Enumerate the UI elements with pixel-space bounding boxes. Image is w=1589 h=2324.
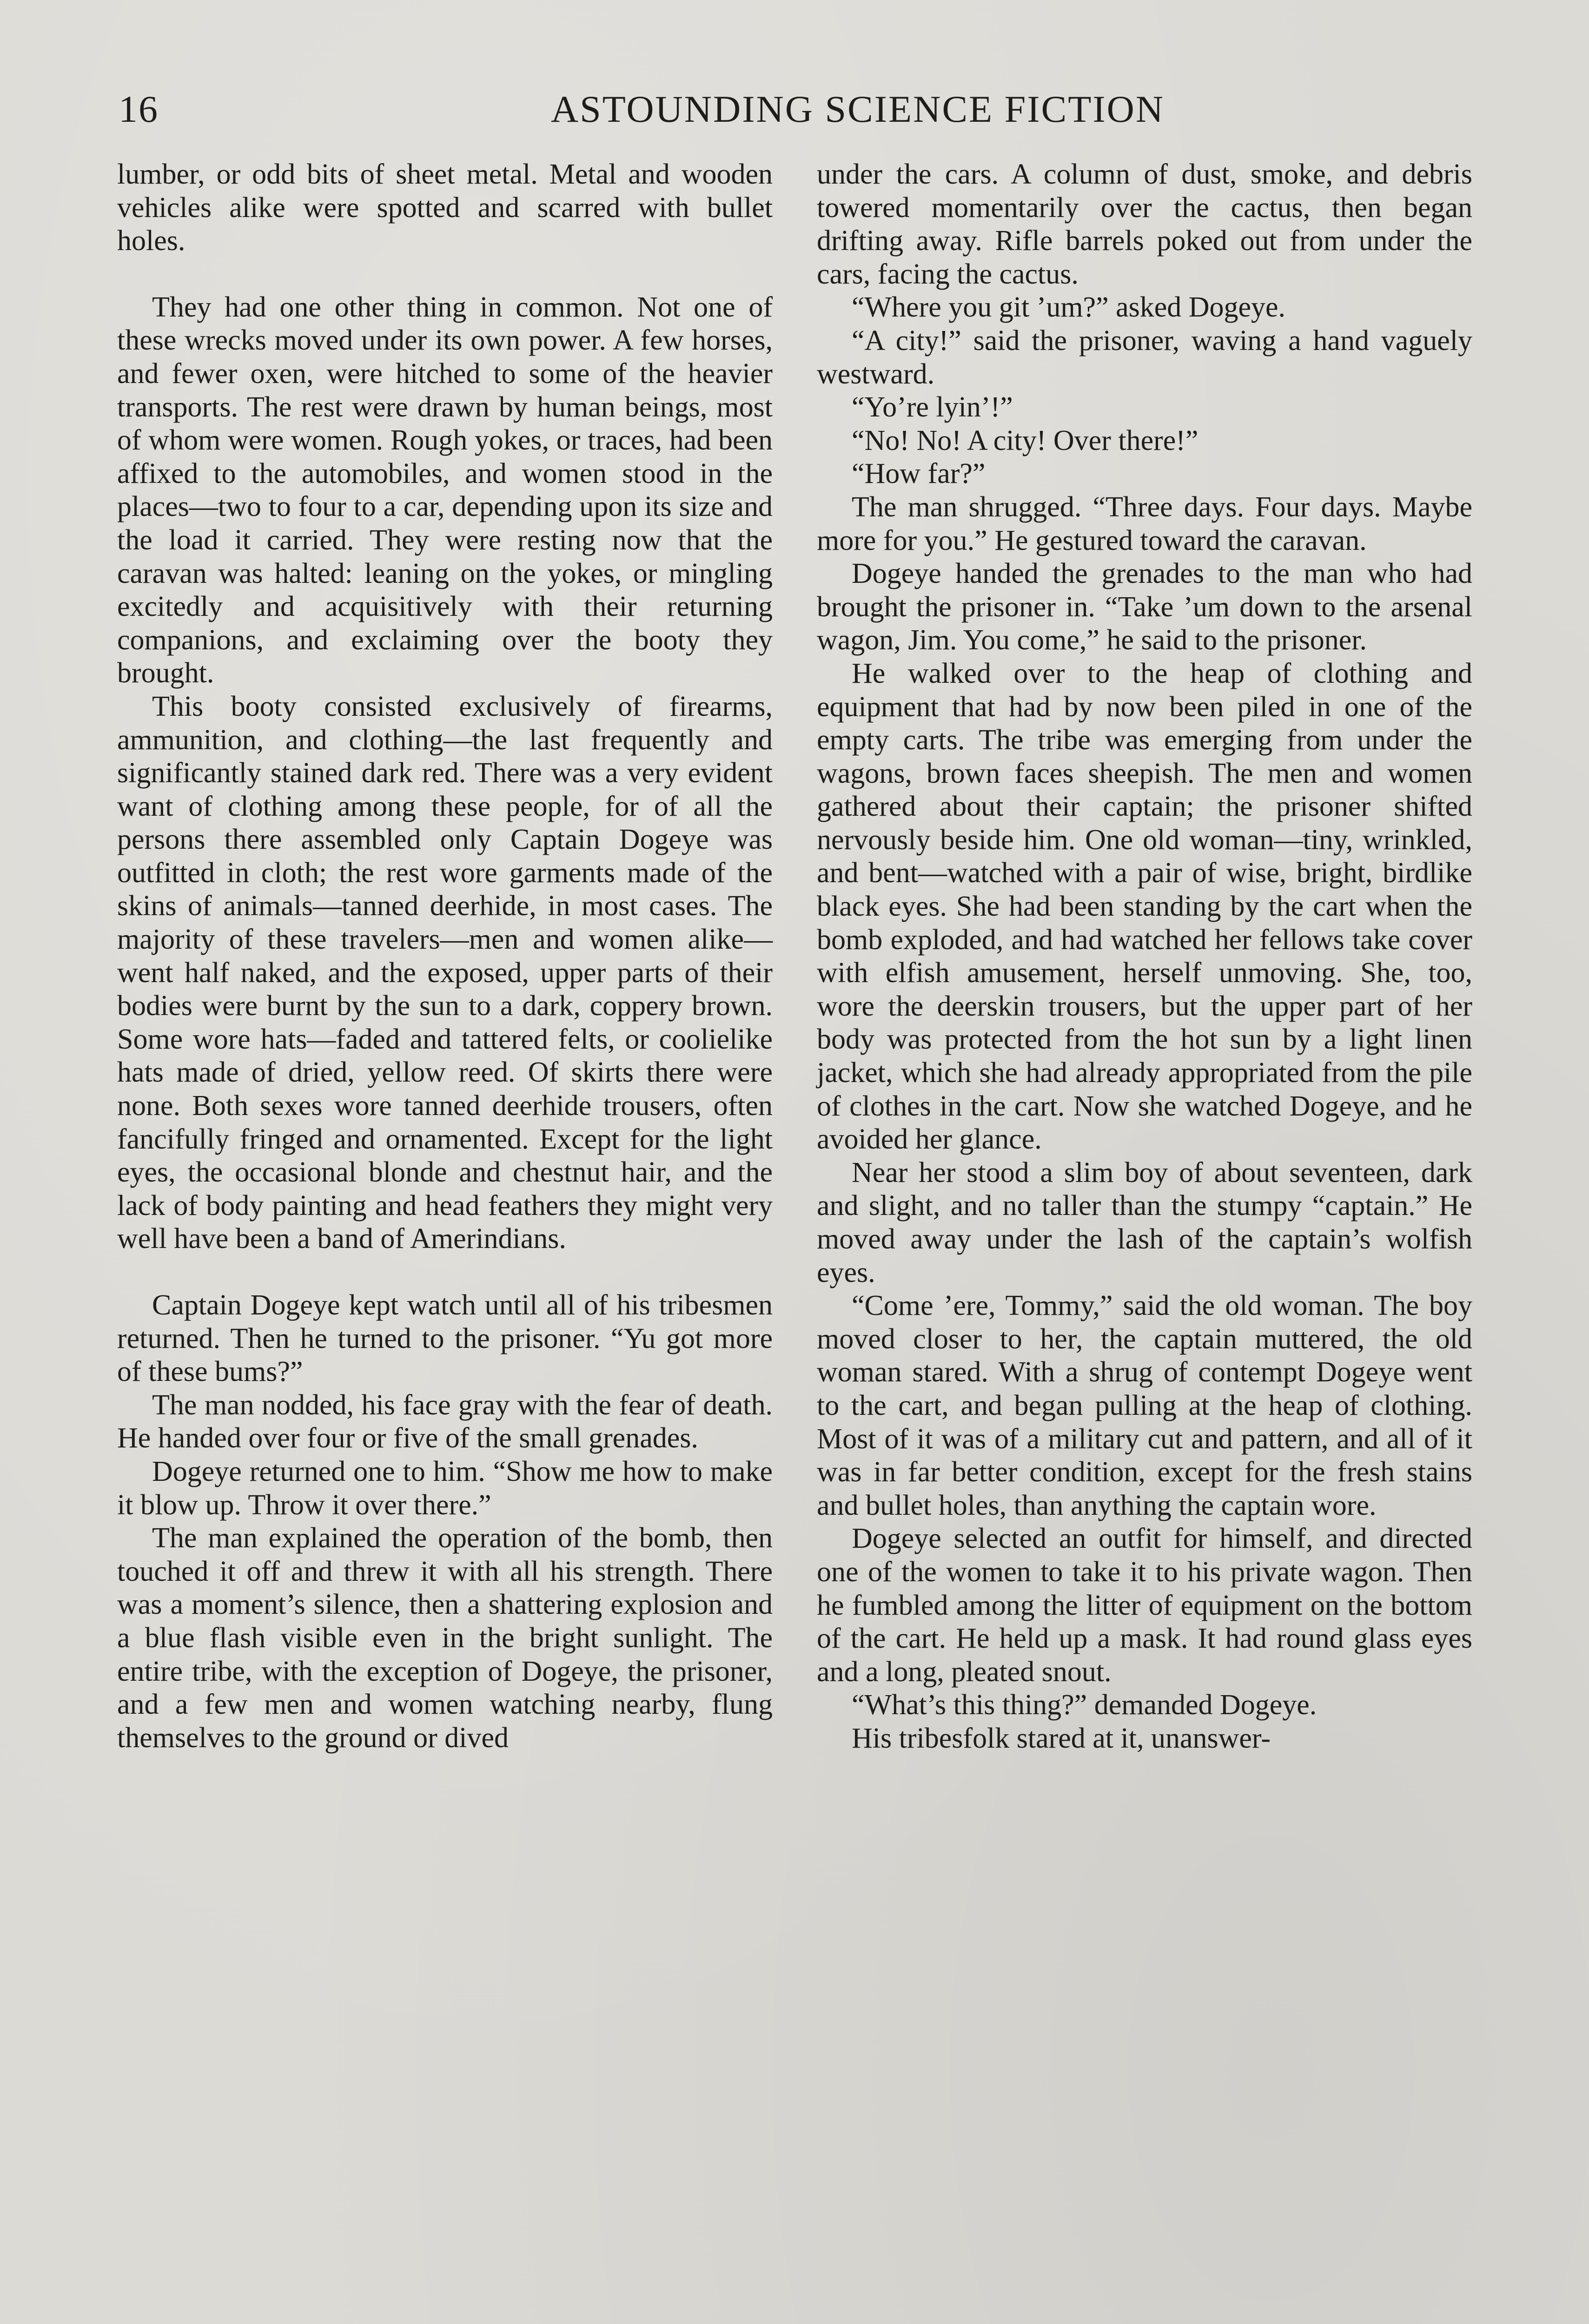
right-text-column xyxy=(817,158,1472,1756)
paragraph: “Come ’ere, Tommy,” said the old woman. The boy moved closer to her, the captain muttered, the old woman stared. With a shrug of contempt Dogeye went to the cart, and began pulling at the heap of clothing. Most of it was of a military cut and pattern, and all of it was in far better condition, except for the fresh stains and bullet holes, than anything the captain wore. xyxy=(817,1290,1472,1521)
page-number: 16 xyxy=(119,88,159,130)
paragraph: His tribesfolk stared at it, unanswer- xyxy=(852,1722,1271,1754)
paragraph: This booty consisted exclusively of firearms, ammunition, and clothing—the last frequently and significantly stained dark red. There was a very evident want of clothing among these people, for of all the persons there assembled only Captain Dogeye was outfitted in cloth; the rest wore garments made of the skins of animals—tanned deerhide, in most cases. The majority of these travelers—men and women alike—went half naked, and the exposed, upper parts of their bodies were burnt by the sun to a dark, coppery brown. Some wore hats—faded and tattered felts, or coolielike hats made of dried, yellow reed. Of skirts there were none. Both sexes wore tanned deerhide trousers, often fancifully fringed and ornamented. Except for the light eyes, the occasional blonde and chestnut hair, and the lack of body painting and head feathers they might very well have been a band of Amerindians. xyxy=(117,690,773,1255)
paragraph: Dogeye handed the grenades to the man who had brought the prisoner in. “Take ’um down to the arsenal wagon, Jim. You come,” he said to the prisoner. xyxy=(817,558,1472,656)
paragraph: “A city!” said the prisoner, waving a hand vaguely westward. xyxy=(817,324,1472,390)
paragraph: “Yo’re lyin’!” xyxy=(852,391,1013,423)
paragraph: “How far?” xyxy=(852,458,986,490)
paragraph: “What’s this thing?” demanded Dogeye. xyxy=(852,1689,1317,1721)
paragraph: He walked over to the heap of clothing and equipment that had by now been piled in one of the empty carts. The tribe was emerging from under the wagons, brown faces sheepish. The men and women gathered about their captain; the prisoner shifted nervously beside him. One old woman—tiny, wrinkled, and bent—watched with a pair of wise, bright, birdlike black eyes. She had been standing by the cart when the bomb exploded, and had watched her fellows take cover with elfish amusement, herself unmoving. She, too, wore the deerskin trousers, but the upper part of her body was protected from the hot sun by a light linen jacket, which she had already appropriated from the pile of clothes in the cart. Now she watched Dogeye, and he avoided her glance. xyxy=(817,657,1472,1155)
running-title: ASTOUNDING SCIENCE FICTION xyxy=(550,88,1165,130)
paragraph: Near her stood a slim boy of about seventeen, dark and slight, and no taller than the stumpy “captain.” He moved away under the lash of the captain’s wolfish eyes. xyxy=(817,1156,1472,1288)
page-header xyxy=(119,84,1476,135)
paragraph: lumber, or odd bits of sheet metal. Metal and wooden vehicles alike were spotted and scarred with bullet holes. xyxy=(117,158,773,257)
paragraph: They had one other thing in common. Not one of these wrecks moved under its own power. A few horses, and fewer oxen, were hitched to some of the heavier transports. The rest were drawn by human beings, most of whom were women. Rough yokes, or traces, had been affixed to the automobiles, and women stood in the places—two to four to a car, depending upon its size and the load it carried. They were resting now that the caravan was halted: leaning on the yokes, or mingling excitedly and acquisitively with their returning companions, and exclaiming over the booty they brought. xyxy=(117,291,773,689)
paragraph: Dogeye selected an outfit for himself, and directed one of the women to take it to his private wagon. Then he fumbled among the litter of equipment on the bottom of the cart. He held up a mask. It had round glass eyes and a long, pleated snout. xyxy=(817,1523,1472,1688)
left-text-column xyxy=(117,158,773,1755)
paragraph: “Where you git ’um?” asked Dogeye. xyxy=(852,291,1286,324)
paragraph: The man shrugged. “Three days. Four days. Maybe more for you.” He gestured toward the caravan. xyxy=(817,491,1472,556)
paragraph: The man explained the operation of the bomb, then touched it off and threw it with all his strength. There was a moment’s silence, then a shattering explosion and a blue flash visible even in the bright sunlight. The entire tribe, with the exception of Dogeye, the prisoner, and a few men and women watching nearby, flung themselves to the ground or dived xyxy=(117,1522,773,1754)
paragraph: The man nodded, his face gray with the fear of death. He handed over four or five of the small grenades. xyxy=(117,1389,773,1454)
paragraph: Captain Dogeye kept watch until all of his tribesmen returned. Then he turned to the prisoner. “Yu got more of these bums?” xyxy=(117,1289,773,1388)
paragraph: under the cars. A column of dust, smoke, and debris towered momentarily over the cactus, then began drifting away. Rifle barrels poked out from under the cars, facing the cactus. xyxy=(817,158,1472,290)
paragraph: Dogeye returned one to him. “Show me how to make it blow up. Throw it over there.” xyxy=(117,1455,773,1521)
paragraph: “No! No! A city! Over there!” xyxy=(852,424,1198,456)
